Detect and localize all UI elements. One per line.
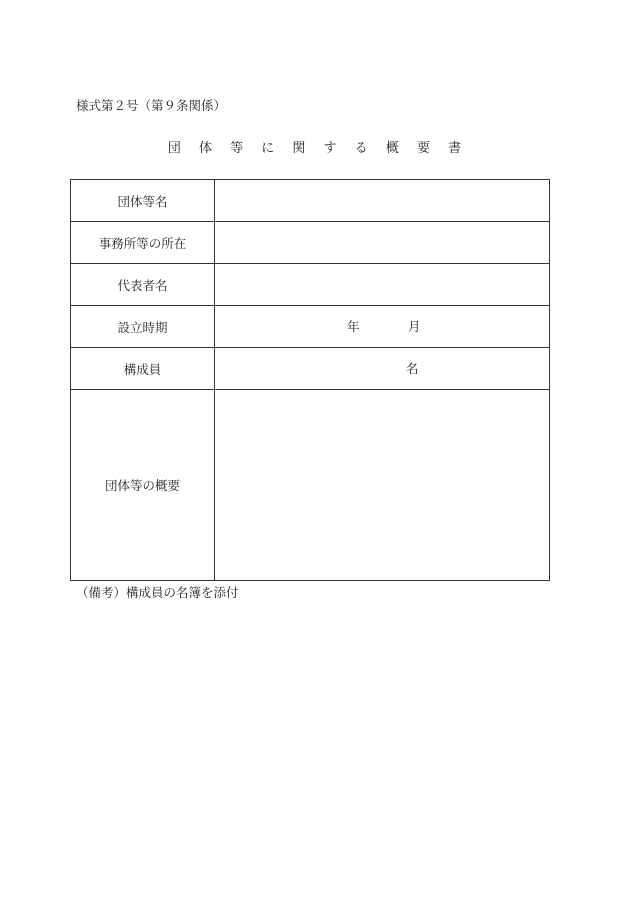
org-name-field[interactable] [215,180,550,222]
members-unit-label: 名 [406,361,419,376]
table-row-org-name [71,180,550,222]
established-field[interactable] [215,306,550,348]
representative-field[interactable] [215,264,550,306]
table-row-office-location [71,222,550,264]
year-unit-label: 年 [347,319,360,334]
overview-label: 団体等の概要 [71,390,215,581]
office-location-field[interactable] [215,222,550,264]
remark-note: （備考）構成員の名簿を添付 [76,585,239,600]
form-number: 様式第２号（第９条関係） [76,98,227,113]
table-row-established [71,306,550,348]
representative-label: 代表者名 [71,264,215,306]
month-unit-label: 月 [408,319,421,334]
overview-field[interactable] [215,390,550,581]
members-field[interactable] [215,348,550,390]
table-row-representative [71,264,550,306]
members-label: 構成員 [71,348,215,390]
org-name-label: 団体等名 [71,180,215,222]
table-row-members [71,348,550,390]
table-row-overview [71,390,550,581]
established-label: 設立時期 [71,306,215,348]
office-location-label: 事務所等の所在 [71,222,215,264]
overview-form-table [70,179,550,581]
document-title: 団 体 等 に 関 す る 概 要 書 [167,141,469,156]
